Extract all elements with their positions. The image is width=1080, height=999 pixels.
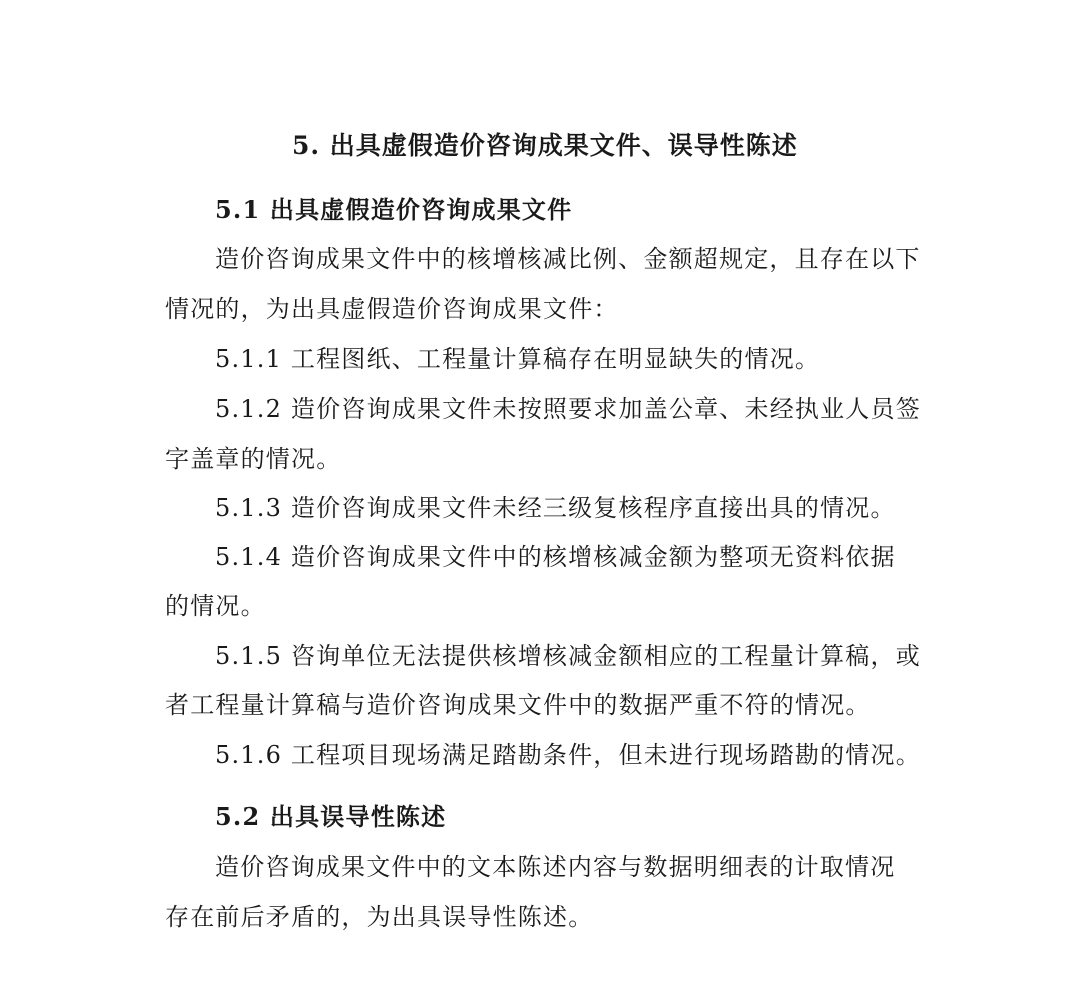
item-5-1-4-line2: 的情况。 — [165, 592, 266, 620]
subsection-heading-5-2: 5.2 出具误导性陈述 — [215, 802, 447, 831]
item-5-1-5-line1: 5.1.5 咨询单位无法提供核增核减金额相应的工程量计算稿，或 — [215, 642, 921, 670]
item-5-1-5-line2: 者工程量计算稿与造价咨询成果文件中的数据严重不符的情况。 — [165, 691, 871, 719]
item-5-1-2-line2: 字盖章的情况。 — [165, 445, 342, 473]
paragraph-5-1-intro-line1: 造价咨询成果文件中的核增核减比例、金额超规定，且存在以下 — [215, 245, 921, 273]
item-5-1-3: 5.1.3 造价咨询成果文件未经三级复核程序直接出具的情况。 — [215, 494, 896, 522]
paragraph-5-1-intro-line2: 情况的，为出具虚假造价咨询成果文件： — [165, 295, 619, 323]
item-5-1-2-line1: 5.1.2 造价咨询成果文件未按照要求加盖公章、未经执业人员签 — [215, 395, 921, 423]
item-5-1-6: 5.1.6 工程项目现场满足踏勘条件，但未进行现场踏勘的情况。 — [215, 741, 921, 769]
paragraph-5-2-line1: 造价咨询成果文件中的文本陈述内容与数据明细表的计取情况 — [215, 853, 896, 881]
item-5-1-1: 5.1.1 工程图纸、工程量计算稿存在明显缺失的情况。 — [215, 345, 821, 373]
item-5-1-4-line1: 5.1.4 造价咨询成果文件中的核增核减金额为整项无资料依据 — [215, 543, 896, 571]
subsection-heading-5-1: 5.1 出具虚假造价咨询成果文件 — [215, 195, 573, 224]
section-title: 5. 出具虚假造价咨询成果文件、误导性陈述 — [292, 131, 798, 160]
paragraph-5-2-line2: 存在前后矛盾的，为出具误导性陈述。 — [165, 903, 594, 931]
